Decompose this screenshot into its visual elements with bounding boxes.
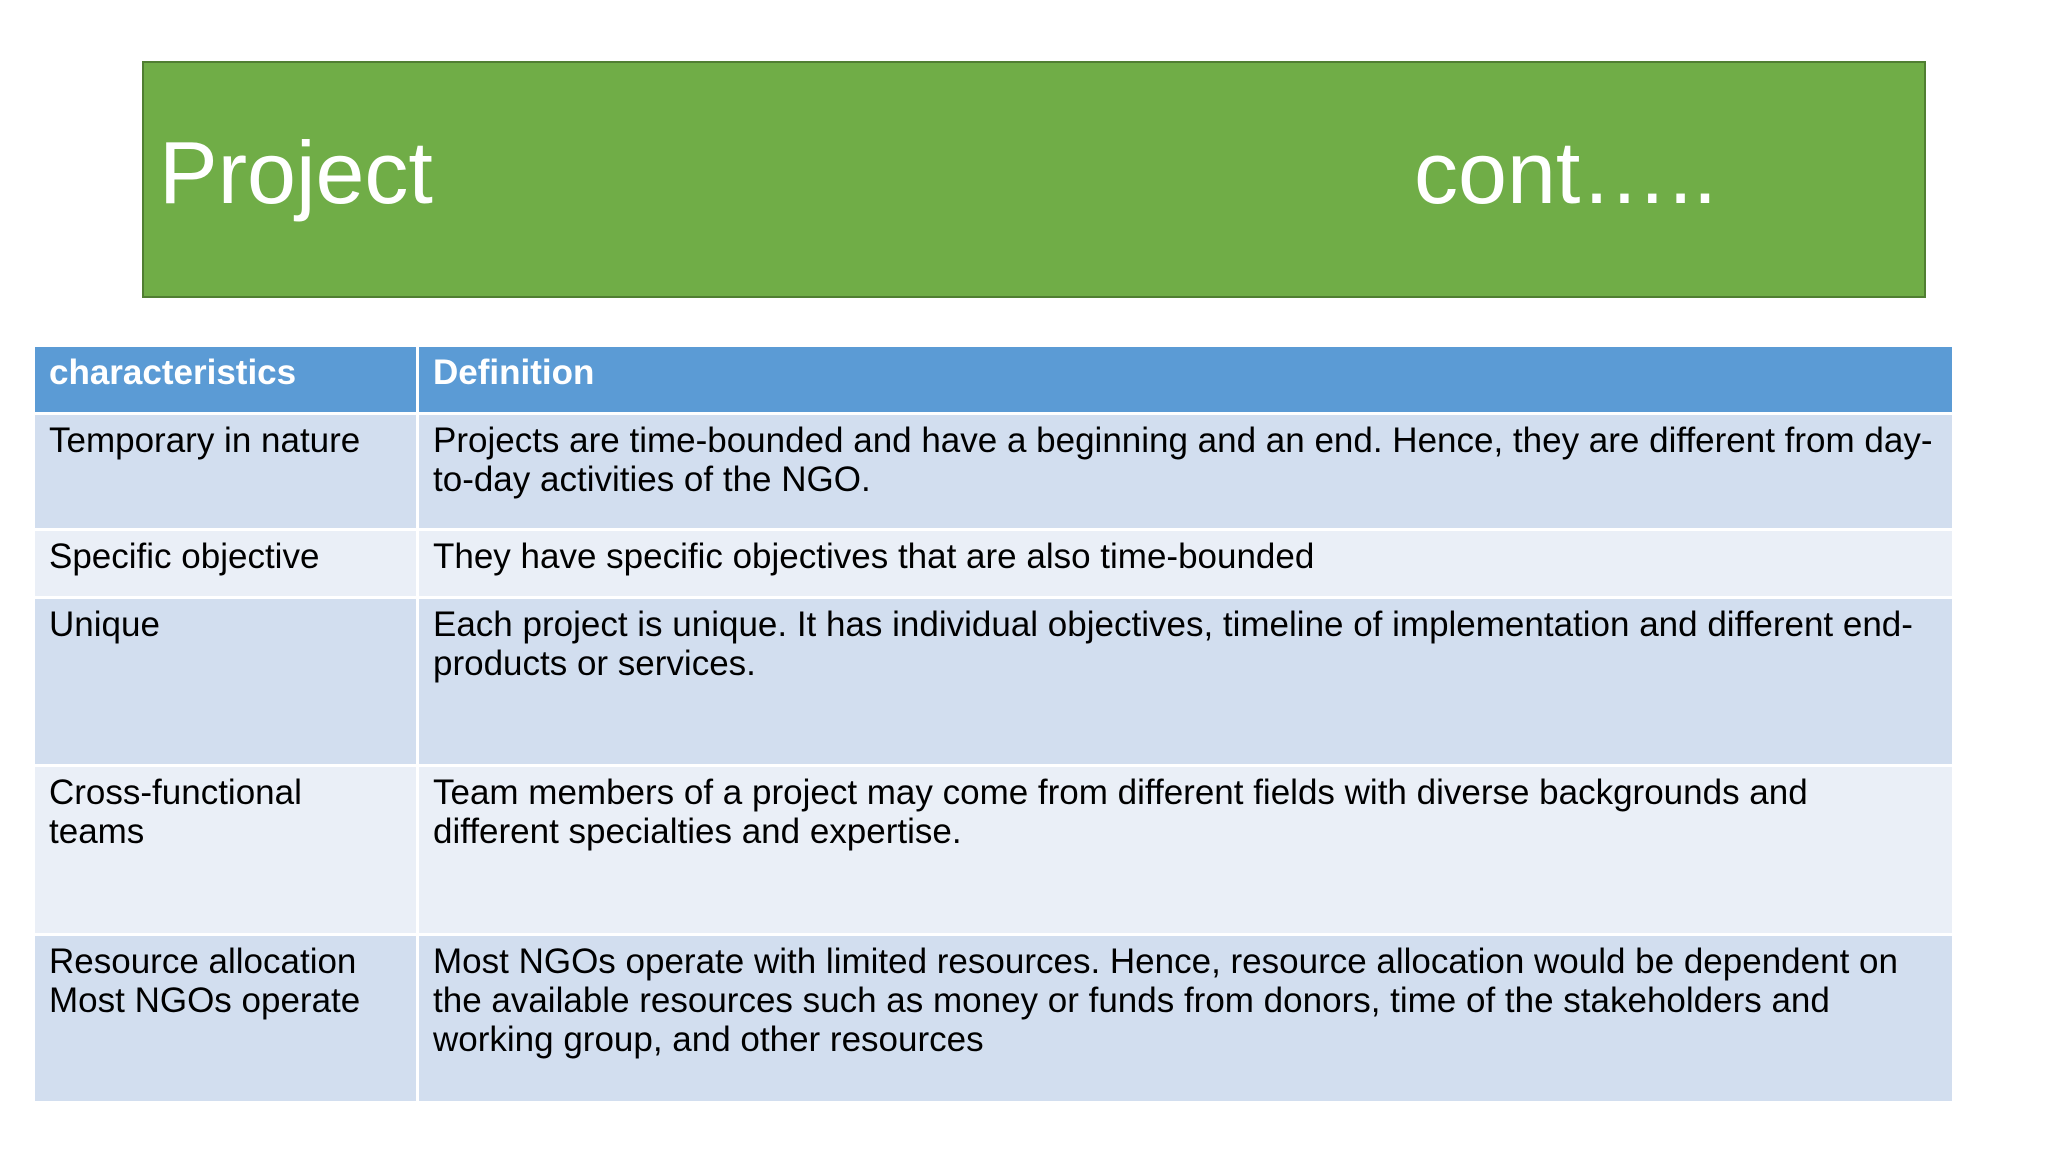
characteristic-text: Specific objective: [49, 537, 320, 576]
table-row: [34, 766, 1954, 935]
table-row: [34, 598, 1954, 766]
characteristic-cell: [34, 414, 418, 530]
column-header-characteristics: characteristics: [34, 346, 418, 414]
definition-cell: They have specific objectives that are also time-bounded: [418, 530, 1954, 598]
characteristic-text: teams: [49, 812, 145, 851]
column-header-definition: Definition: [418, 346, 1954, 414]
characteristics-table: [32, 344, 1952, 1104]
characteristic-cell: [34, 935, 418, 1103]
characteristic-text: Temporary in nature: [49, 421, 361, 460]
table-row: [34, 530, 1954, 598]
table-row: [34, 414, 1954, 530]
characteristic-cell: [34, 530, 418, 598]
definition-cell: Each project is unique. It has individual objectives, timeline of implementation and different end-products or services.: [418, 598, 1954, 766]
characteristic-cell: [34, 598, 418, 766]
slide-title: Project: [159, 122, 433, 222]
definition-cell: Projects are time-bounded and have a beginning and an end. Hence, they are different from day-to-day activities of the NGO.: [418, 414, 1954, 530]
characteristic-cell: [34, 766, 418, 935]
characteristic-text: Most NGOs operate: [49, 981, 361, 1020]
title-banner: [142, 61, 1926, 298]
slide-title-continued: cont…..: [1414, 122, 1718, 222]
characteristic-text: Cross-functional: [49, 773, 302, 812]
definition-cell: Team members of a project may come from different fields with diverse backgrounds and different specialties and expertise.: [418, 766, 1954, 935]
table-row: [34, 935, 1954, 1103]
table-header-row: [34, 346, 1954, 414]
definition-cell: Most NGOs operate with limited resources. Hence, resource allocation would be dependent on the available resources such as money or funds from donors, time of the stakeholders and working group, and other resources: [418, 935, 1954, 1103]
characteristic-text: Unique: [49, 605, 160, 644]
characteristic-text: Resource allocation: [49, 942, 357, 981]
